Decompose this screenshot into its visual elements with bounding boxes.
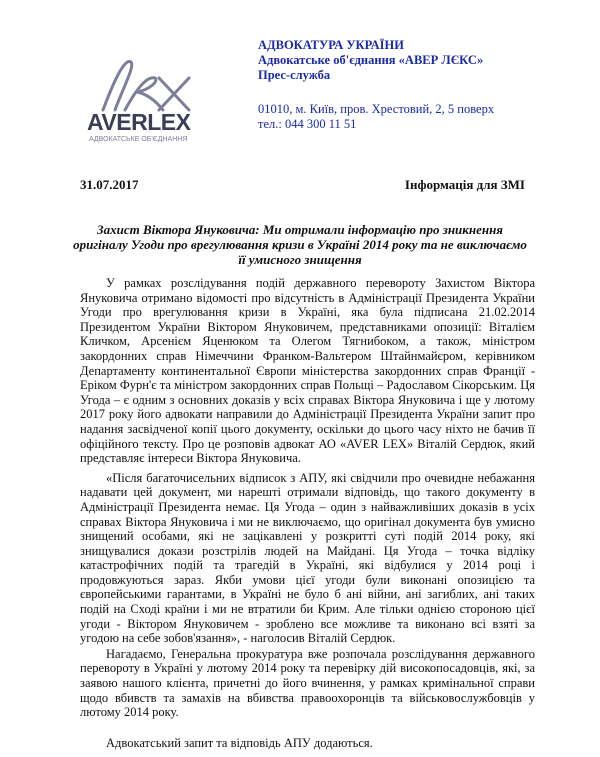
org-address: 01010, м. Київ, пров. Хрестовий, 2, 5 поверх <box>258 102 495 116</box>
org-department: Прес-служба <box>258 68 331 82</box>
org-phone: тел.: 044 300 11 51 <box>258 117 357 131</box>
org-subtitle: Адвокатське об'єднання «АВЕР ЛЄКС» <box>258 53 484 67</box>
logo-script-mark <box>103 61 189 110</box>
press-release-title: Захист Віктора Януковича: Ми отримали інформацію про зникнення оригіналу Угоди про врегулювання кризи в Україні 2014 року та не виключаємо її умисного знищення <box>73 222 527 267</box>
press-release-body <box>80 276 535 750</box>
attachments-note: Адвокатський запит та відповідь АПУ додаються. <box>106 735 373 750</box>
logo-tagline-text: АДВОКАТСЬКЕ ОБ'ЄДНАННЯ <box>89 136 188 143</box>
body-paragraph: Нагадаємо, Генеральна прокуратура вже розпочала розслідування державного перевороту в Україні у лютому 2014 року та перевірку дій високопосадовців, які, за заявою нашого клієнта, причетні до його вчинення, у рамках кримінальної справи щодо вбивств та замахів на вбивства правоохоронців та військовослужбовців у лютому 2014 року. <box>80 646 535 720</box>
document-date: 31.07.2017 <box>80 177 139 192</box>
body-quote-paragraph: «Після багаточисельних відписок з АПУ, які свідчили про очевидне небажання надавати цей документ, ми нарешті отримали відповідь, що такого документу в Адміністрації Президента немає. Ця Угода – один з найважливіших доказів в усіх справах Віктора Януковича і ми не виключаємо, що оригінал документа був умисно знищений особами, які не зацікавлені у розкритті суті подій 2014 року, які знищувалися докази розстрілів людей на Майдані. Ця Угода – точка відліку катастрофічних подій та трагедій в Україні, які відбулися у 2014 році і продовжуються зараз. Якби умови цієї угоди були виконані опозицією та європейськими гарантами, в Україні не було б ані війни, ані загиблих, ані таких подій на Сході країни і ми не втратили би Крим. Але тільки однією стороною цієї угоди - Віктором Януковичем - зроблено все можливе та виконано всі взяті за угодою на себе зобов'язання», - наголосив Віталій Сердюк. <box>80 470 535 646</box>
logo-brand-text: AVERLEX <box>87 109 191 135</box>
org-title: АДВОКАТУРА УКРАЇНИ <box>258 38 404 52</box>
body-paragraph: У рамках розслідування подій державного перевороту Захистом Віктора Януковича отримано відомості про відсутність в Адміністрації Президента України Угоди про врегулювання кризи в Україні, яка була підписана 21.02.2014 Президентом України Віктором Януковичем, представниками опозиції: Віталієм Кличком, Арсенієм Яценюком та Олегом Тягнибоком, а також, міністром закордонних справ Німеччини Франком-Вальтером Штайнмайєром, керівником Департаменту континентальної Європи міністерства закордонних справ Франції - Еріком Фурн'є та міністром закордонних справ Польщі – Радославом Сікорським. Ця Угода – є одним з основних доказів у всіх справах Віктора Януковича і ще у лютому 2017 року його адвокати направили до Адміністрації Президента України запит про надання засвідченої копії цього документу, оскільки до цього часу ніхто не бачив її офіційного тексту. Про це розповів адвокат АО «AVER LEX» Віталій Сердюк, який представляє інтереси Віктора Януковича. <box>80 276 535 466</box>
document-type: Інформація для ЗМІ <box>404 177 525 192</box>
meta-line <box>80 177 525 193</box>
averlex-logo <box>85 48 205 143</box>
letterhead <box>258 38 588 132</box>
